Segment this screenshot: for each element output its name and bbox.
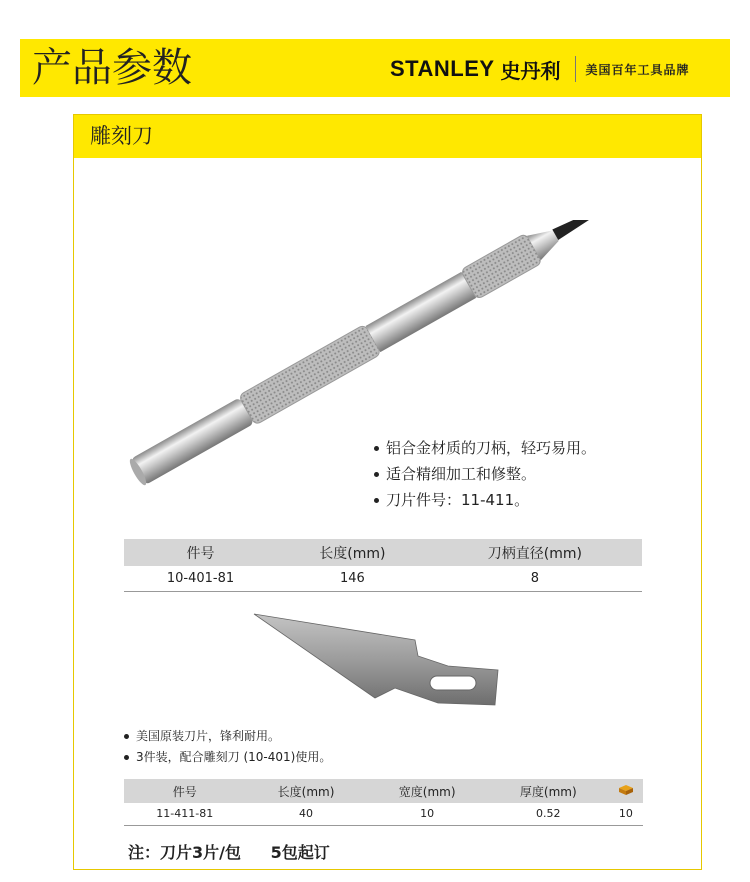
table-cell: 10 (367, 803, 488, 825)
table-header-cell: 刀柄直径(mm) (428, 539, 642, 566)
bullet-icon (124, 734, 129, 739)
brand-divider (575, 56, 576, 82)
feature-item: 3件装，配合雕刻刀 (10-401)使用。 (124, 747, 331, 768)
table-row (124, 566, 642, 591)
table-header-row (124, 539, 642, 566)
table-header-row (124, 779, 643, 803)
knife-features (374, 435, 596, 513)
table-cell: 0.52 (488, 803, 609, 825)
bullet-icon (374, 472, 379, 477)
handle-front (366, 272, 477, 352)
table-header-cell: 长度(mm) (277, 539, 428, 566)
table-cell: 40 (246, 803, 367, 825)
table-header-cell (609, 779, 643, 803)
brand-slogan: 美国百年工具品牌 (585, 62, 690, 77)
feature-item: 铝合金材质的刀柄，轻巧易用。 (374, 435, 596, 461)
table-header-cell: 宽度(mm) (367, 779, 488, 803)
table-cell: 146 (277, 566, 428, 591)
blade-features (124, 726, 331, 768)
feature-item: 刀片件号：11-411。 (374, 487, 596, 513)
feature-item: 美国原装刀片，锋利耐用。 (124, 726, 331, 747)
table-header-cell: 件号 (124, 539, 277, 566)
table-cell: 11-411-81 (124, 803, 246, 825)
bullet-icon (124, 755, 129, 760)
package-icon (618, 784, 634, 796)
table-cell: 10-401-81 (124, 566, 277, 591)
top-banner (20, 39, 730, 97)
blade-body (254, 614, 498, 705)
blade-slot (430, 676, 476, 690)
footnote (128, 840, 354, 863)
handle-rear (131, 397, 255, 485)
table-header-cell: 长度(mm) (246, 779, 367, 803)
table-row (124, 803, 643, 825)
replacement-blade-image (250, 612, 500, 707)
feature-item: 适合精细加工和修整。 (374, 461, 596, 487)
pack-note: 注：刀片3片/包 (128, 843, 241, 862)
table-header-cell: 厚度(mm) (488, 779, 609, 803)
blade-spec-table (124, 779, 643, 826)
brand-name-cn: 史丹利 (500, 58, 561, 83)
bullet-icon (374, 498, 379, 503)
panel-header (74, 115, 701, 158)
page-title: 产品参数 (32, 45, 192, 91)
table-cell: 10 (609, 803, 643, 825)
bullet-icon (374, 446, 379, 451)
chuck-grip (460, 233, 542, 300)
minimum-order: 5包起订 (270, 843, 330, 862)
table-cell: 8 (428, 566, 642, 591)
table-header-cell: 件号 (124, 779, 246, 803)
product-title: 雕刻刀 (90, 124, 153, 148)
knife-blade (552, 220, 628, 240)
handle-grip (238, 324, 381, 425)
knife-spec-table (124, 539, 642, 592)
brand-logo (390, 55, 690, 83)
brand-name-en: STANLEY (390, 56, 495, 81)
